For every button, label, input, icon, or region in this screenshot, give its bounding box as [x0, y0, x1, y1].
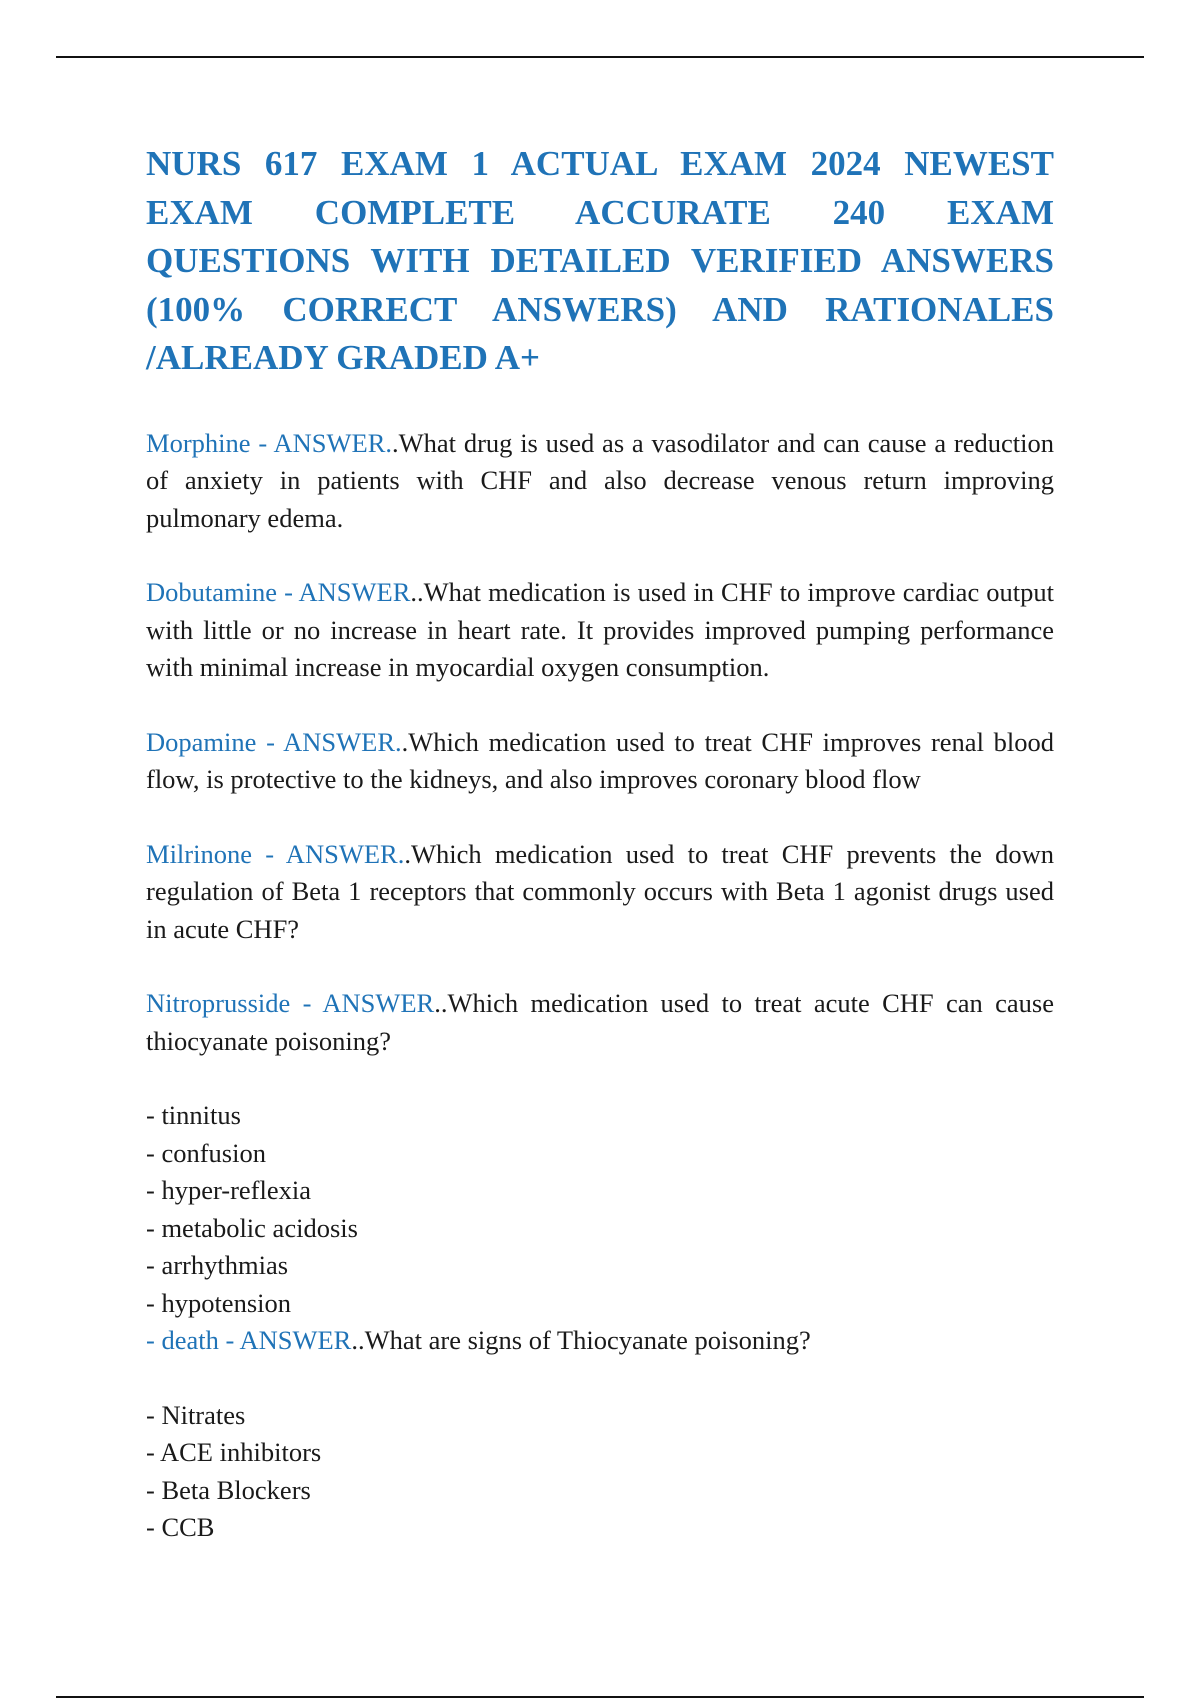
list-item: - metabolic acidosis — [146, 1212, 358, 1243]
list-item: - hypotension — [146, 1287, 291, 1318]
question-text: ..What are signs of Thiocyanate poisoning? — [351, 1325, 811, 1355]
qa-entry-morphine — [146, 425, 1054, 538]
answer-term: Milrinone - ANSWER. — [146, 838, 405, 869]
answer-term: - death - ANSWER — [146, 1325, 352, 1355]
top-rule — [56, 56, 1144, 58]
answer-term: Dobutamine - ANSWER — [146, 577, 411, 607]
qa-entry-nitroprusside — [146, 985, 1054, 1060]
question-text: .Which medication used to treat CHF prevents the down regulation of Beta 1 receptors that commonly occurs with Beta 1 agonist drugs used in acute CHF? — [146, 838, 1054, 944]
answer-term: Nitroprusside - ANSWER — [146, 988, 435, 1018]
list-item-answer — [146, 1322, 1054, 1360]
qa-entry-milrinone — [146, 836, 1054, 949]
question-text: .What drug is used as a vasodilator and can cause a reduction of anxiety in patients with CHF and also decrease venous return improving pulmonary edema. — [146, 427, 1054, 533]
qa-entry-dobutamine — [146, 574, 1054, 687]
list-item: - ACE inhibitors — [146, 1437, 322, 1467]
list-item: - CCB — [146, 1512, 215, 1542]
answer-term: Morphine - ANSWER. — [146, 427, 392, 458]
question-text: .Which medication used to treat CHF improves renal blood flow, is protective to the kidneys, and also improves coronary blood flow — [146, 726, 1054, 794]
list-item: - hyper-reflexia — [146, 1175, 311, 1205]
page-content — [146, 140, 1054, 1584]
question-text: ..What medication is used in CHF to improve cardiac output with little or no increase in heart rate. It provides improved pumping performance with minimal increase in myocardial oxygen consumption. — [146, 577, 1055, 682]
list-item: - arrhythmias — [146, 1250, 289, 1280]
document-title: NURS 617 EXAM 1 ACTUAL EXAM 2024 NEWEST EXAM COMPLETE ACCURATE 240 EXAM QUESTIONS WITH DETAILED VERIFIED ANSWERS (100% CORRECT ANSWERS) AND RATIONALES /ALREADY GRADED A+ — [146, 144, 1054, 377]
list-item: - Nitrates — [146, 1399, 246, 1430]
list-item: - confusion — [146, 1137, 266, 1168]
answer-term: Dopamine - ANSWER. — [146, 726, 402, 757]
question-text: ..Which medication used to treat acute CHF can cause thiocyanate poisoning? — [146, 988, 1054, 1056]
chf-drug-list — [146, 1397, 1054, 1547]
list-item: - tinnitus — [146, 1100, 241, 1130]
list-item: - Beta Blockers — [146, 1474, 311, 1505]
qa-entry-dopamine — [146, 724, 1054, 799]
bottom-rule — [56, 1696, 1144, 1698]
thiocyanate-signs-list — [146, 1097, 1054, 1360]
